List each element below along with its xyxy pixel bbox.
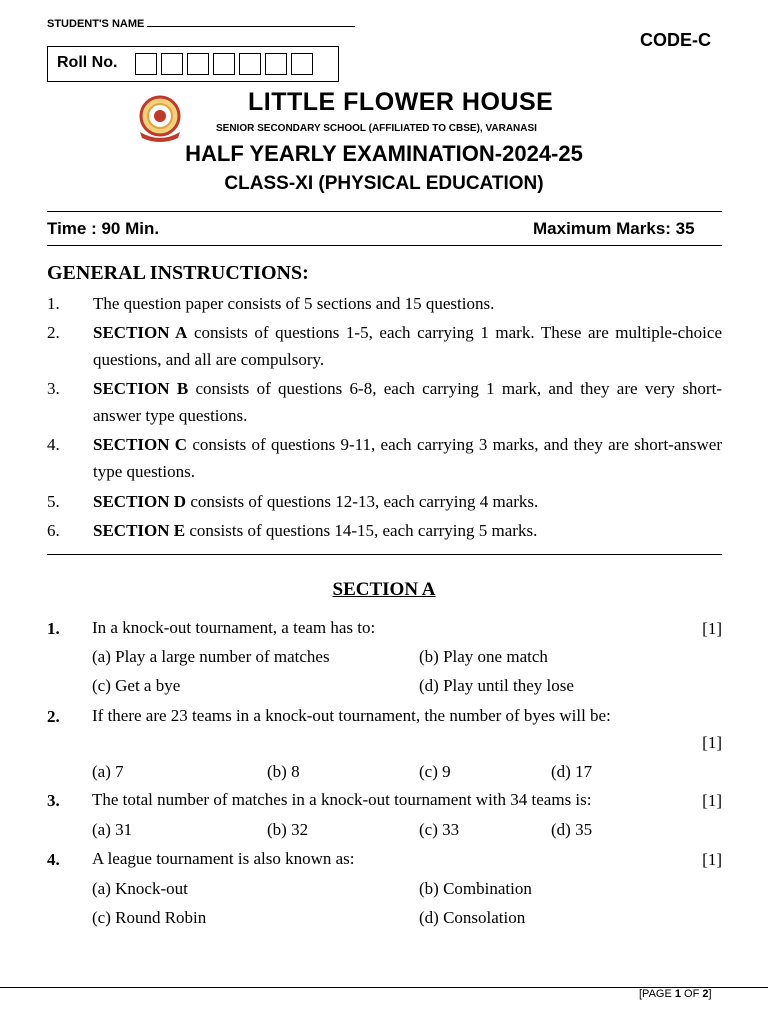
question-number: 3. bbox=[47, 791, 60, 810]
instruction-number: 4. bbox=[47, 435, 60, 454]
roll-cell bbox=[291, 53, 313, 75]
option: (a) 7 bbox=[92, 762, 124, 781]
option: (d) 17 bbox=[551, 762, 593, 781]
school-affiliation: SENIOR SECONDARY SCHOOL (AFFILIATED TO CBSE), VARANASI bbox=[216, 123, 537, 134]
roll-cell bbox=[161, 53, 183, 75]
roll-cell bbox=[187, 53, 209, 75]
exam-time: Time : 90 Min. bbox=[47, 219, 160, 238]
question-text: The total number of matches in a knock-out tournament with 34 teams is: bbox=[92, 790, 592, 809]
instruction-text: consists of questions 12-13, each carrying 4 marks. bbox=[186, 492, 539, 511]
instruction-number: 6. bbox=[47, 521, 60, 540]
question-mark: [1] bbox=[702, 733, 722, 752]
option: (d) 35 bbox=[551, 820, 593, 839]
question-number: 1. bbox=[47, 619, 60, 638]
page-of: OF bbox=[681, 988, 703, 1000]
question-mark: [1] bbox=[702, 850, 722, 869]
question-number: 4. bbox=[47, 850, 60, 869]
student-name-field bbox=[47, 18, 355, 30]
instruction-item bbox=[47, 489, 722, 516]
page-number bbox=[639, 988, 712, 1000]
page-prefix: [PAGE bbox=[639, 988, 675, 1000]
instruction-number: 3. bbox=[47, 379, 60, 398]
option: (c) 9 bbox=[419, 762, 451, 781]
instruction-bold: SECTION C bbox=[93, 435, 188, 454]
instruction-number: 1. bbox=[47, 294, 60, 313]
instruction-item bbox=[47, 320, 722, 373]
instruction-bold: SECTION A bbox=[93, 323, 188, 342]
current-page: 1 bbox=[674, 988, 681, 1000]
option: (a) Knock-out bbox=[92, 879, 188, 898]
roll-number-label: Roll No. bbox=[57, 54, 118, 71]
class-title: CLASS-XI (PHYSICAL EDUCATION) bbox=[224, 173, 544, 194]
option: (b) 32 bbox=[267, 820, 309, 839]
divider bbox=[47, 245, 722, 246]
question-text: In a knock-out tournament, a team has to: bbox=[92, 618, 376, 637]
instruction-text: consists of questions 1-5, each carrying 1 mark. These are multiple-choice questions, and all are compulsory. bbox=[93, 323, 722, 369]
question-mark: [1] bbox=[702, 791, 722, 810]
instruction-item bbox=[47, 376, 722, 429]
instruction-text: consists of questions 14-15, each carrying 5 marks. bbox=[185, 521, 538, 540]
total-pages: 2 bbox=[702, 988, 709, 1000]
general-instructions-heading: GENERAL INSTRUCTIONS: bbox=[47, 262, 309, 284]
option: (a) Play a large number of matches bbox=[92, 647, 330, 666]
option: (c) Get a bye bbox=[92, 676, 181, 695]
instruction-number: 5. bbox=[47, 492, 60, 511]
school-name: LITTLE FLOWER HOUSE bbox=[248, 88, 554, 116]
roll-number-box bbox=[47, 46, 339, 82]
question-text: If there are 23 teams in a knock-out tournament, the number of byes will be: bbox=[92, 706, 611, 725]
school-crest-logo bbox=[130, 92, 190, 144]
instruction-text: consists of questions 9-11, each carrying 3 marks, and they are short-answer type questions. bbox=[93, 435, 722, 481]
instruction-bold: SECTION D bbox=[93, 492, 187, 511]
roll-cell bbox=[135, 53, 157, 75]
instruction-bold: SECTION B bbox=[93, 379, 189, 398]
instruction-text: consists of questions 6-8, each carrying 1 mark, and they are very short-answer type questions. bbox=[93, 379, 722, 425]
maximum-marks: Maximum Marks: 35 bbox=[533, 219, 695, 238]
option: (d) Play until they lose bbox=[419, 676, 574, 695]
instruction-item bbox=[47, 291, 722, 318]
instruction-bold: SECTION E bbox=[93, 521, 186, 540]
paper-code: CODE-C bbox=[640, 30, 711, 50]
page-suffix: ] bbox=[708, 988, 712, 1000]
student-name-line bbox=[147, 26, 355, 27]
divider bbox=[47, 211, 722, 212]
exam-title: HALF YEARLY EXAMINATION-2024-25 bbox=[185, 141, 583, 166]
instruction-number: 2. bbox=[47, 323, 60, 342]
option: (c) 33 bbox=[419, 820, 460, 839]
roll-number-cells bbox=[135, 53, 317, 75]
roll-cell bbox=[265, 53, 287, 75]
roll-cell bbox=[239, 53, 261, 75]
option: (b) Play one match bbox=[419, 647, 548, 666]
section-a-heading: SECTION A bbox=[332, 579, 436, 600]
instruction-text: The question paper consists of 5 sections and 15 questions. bbox=[93, 294, 495, 313]
option: (b) Combination bbox=[419, 879, 532, 898]
roll-cell bbox=[213, 53, 235, 75]
option: (c) Round Robin bbox=[92, 908, 207, 927]
question-mark: [1] bbox=[702, 619, 722, 638]
instruction-item bbox=[47, 518, 722, 545]
option: (d) Consolation bbox=[419, 908, 526, 927]
student-name-label: STUDENT'S NAME bbox=[47, 18, 145, 30]
option: (b) 8 bbox=[267, 762, 300, 781]
question-text: A league tournament is also known as: bbox=[92, 849, 355, 868]
question-number: 2. bbox=[47, 707, 60, 726]
divider bbox=[47, 554, 722, 555]
instruction-item bbox=[47, 432, 722, 485]
option: (a) 31 bbox=[92, 820, 133, 839]
